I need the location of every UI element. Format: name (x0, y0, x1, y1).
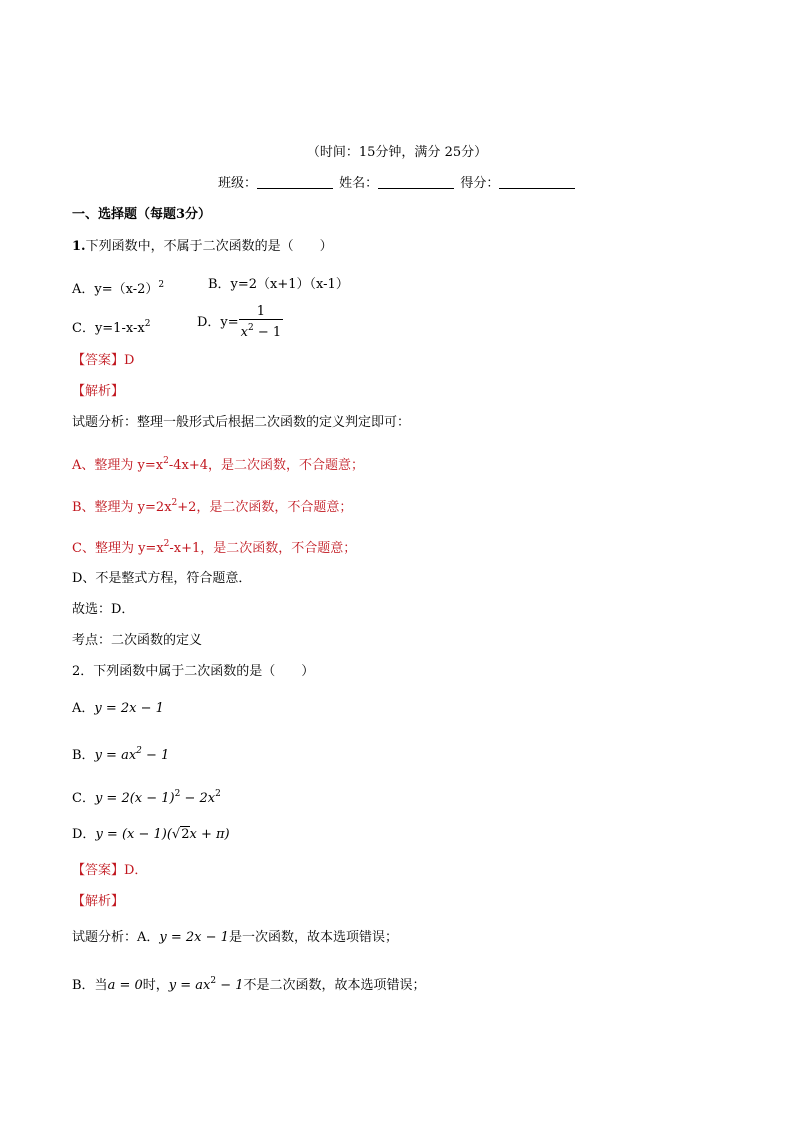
q2-option-c-exp1: 2 (174, 789, 181, 799)
q2-option-c (72, 785, 221, 808)
q1-number: 1. (72, 239, 86, 254)
q1-option-d-prefix: D．y= (197, 315, 239, 330)
q1-option-b: B．y=2（x+1）（x-1） (208, 277, 349, 292)
q2-analysis-b-part2: 时， (142, 978, 169, 993)
q1-option-c (72, 315, 150, 338)
q2-option-a-label: A． (72, 701, 95, 716)
q2-option-b-rest: − 1 (141, 748, 170, 763)
q2-analysis-a (72, 929, 398, 947)
q1-analysis-b-exp: 2 (171, 498, 178, 508)
q1-option-d-numerator: 1 (256, 304, 266, 319)
q1-option-d-den-base: x (240, 325, 249, 340)
info-line (218, 175, 577, 193)
q2-answer: 【答案】D． (72, 863, 148, 878)
q2-analysis-label: 【解析】 (72, 894, 125, 909)
q2-analysis-b (72, 972, 426, 995)
q1-option-a (72, 276, 164, 299)
q1-answer: 【答案】D (72, 353, 135, 368)
q1-analysis-intro: 试题分析：整理一般形式后根据二次函数的定义判定即可： (72, 415, 411, 430)
q2-analysis-a-part2: 是一次函数，故本选项错误； (228, 930, 398, 945)
q2-analysis-a-math: y = 2x − 1 (159, 930, 229, 945)
q2-option-a-math: y = 2x − 1 (94, 701, 164, 716)
q1-analysis-b-part2: +2，是二次函数，不合题意； (177, 500, 353, 515)
q1-analysis-c-exp: 2 (163, 539, 170, 549)
q2-analysis-b-part1: B．当 (72, 978, 108, 993)
q1-analysis-c-part2: -x+1，是二次函数，不合题意； (169, 541, 357, 556)
q1-analysis-c (72, 535, 356, 558)
q2-option-c-mid: − 2x (180, 791, 216, 806)
q2-option-b-math: y = ax (94, 748, 137, 763)
q2-analysis-b-part3: 不是二次函数，故本选项错误； (243, 978, 426, 993)
q2-option-d-label: D． (72, 827, 96, 842)
q1-option-d-den-rest: − 1 (253, 325, 282, 340)
q2-option-c-math: y = 2(x − 1) (94, 791, 175, 806)
q1-analysis-label: 【解析】 (72, 384, 125, 399)
q2-option-d-sqrt-symbol: √ (171, 827, 181, 842)
q1-analysis-b (72, 494, 352, 517)
score-label: 得分： (460, 176, 500, 191)
name-label: 姓名： (339, 176, 379, 191)
q2-option-a (72, 700, 164, 718)
q1-option-d-fraction (239, 304, 284, 341)
q1-stem-text: 下列函数中，不属于二次函数的是（ ） (85, 239, 333, 254)
q2-option-b-exp: 2 (136, 746, 142, 756)
time-note: （时间：15分钟，满分 25分） (306, 145, 488, 160)
q1-analysis-c-part1: C、整理为 y=x (72, 541, 164, 556)
q1-option-d-denominator (239, 319, 284, 341)
q2-analysis-b-math1: a = 0 (107, 978, 143, 993)
q1-option-d-den-exp: 2 (248, 323, 254, 333)
q2-analysis-b-math2: y = ax (168, 978, 211, 993)
q1-option-c-exp: 2 (144, 319, 151, 329)
q2-option-b-label: B． (72, 748, 95, 763)
q1-option-d (197, 303, 283, 343)
section-title: 一、选择题（每题3分） (72, 207, 212, 222)
q1-option-a-text: A．y=（x-2） (72, 282, 159, 297)
name-blank (378, 175, 454, 189)
q1-analysis-a-part2: -4x+4，是二次函数，不合题意； (168, 458, 364, 473)
q1-choice: 故选：D． (72, 602, 135, 617)
q1-analysis-b-part1: B、整理为 y=2x (72, 500, 172, 515)
q1-analysis-a (72, 452, 364, 475)
q1-analysis-d: D、不是整式方程，符合题意． (72, 571, 252, 586)
q2-analysis-b-exp: 2 (210, 976, 217, 986)
q1-option-c-text: C．y=1-x-x (72, 321, 145, 336)
q1-analysis-a-exp: 2 (163, 456, 169, 466)
q2-option-d-sqrt-inner: 2 (181, 827, 190, 842)
q2-option-b (72, 742, 169, 765)
q1-point: 考点：二次函数的定义 (72, 633, 203, 648)
q2-option-c-exp2: 2 (215, 789, 221, 799)
q1-option-a-exp: 2 (158, 280, 165, 290)
q1-analysis-a-part1: A、整理为 y=x (72, 458, 164, 473)
q2-stem: 2．下列函数中属于二次函数的是（ ） (72, 664, 315, 679)
q1-stem (72, 238, 333, 256)
q2-analysis-b-math3: − 1 (216, 978, 244, 993)
q2-option-c-label: C． (72, 791, 95, 806)
q2-option-d (72, 826, 230, 844)
class-blank (257, 175, 333, 189)
class-label: 班级： (218, 176, 258, 191)
q2-option-d-math2: x + π) (189, 827, 230, 842)
score-blank (499, 175, 575, 189)
q2-option-d-math1: y = (x − 1)( (95, 827, 172, 842)
q2-analysis-a-part1: 试题分析：A． (72, 930, 160, 945)
